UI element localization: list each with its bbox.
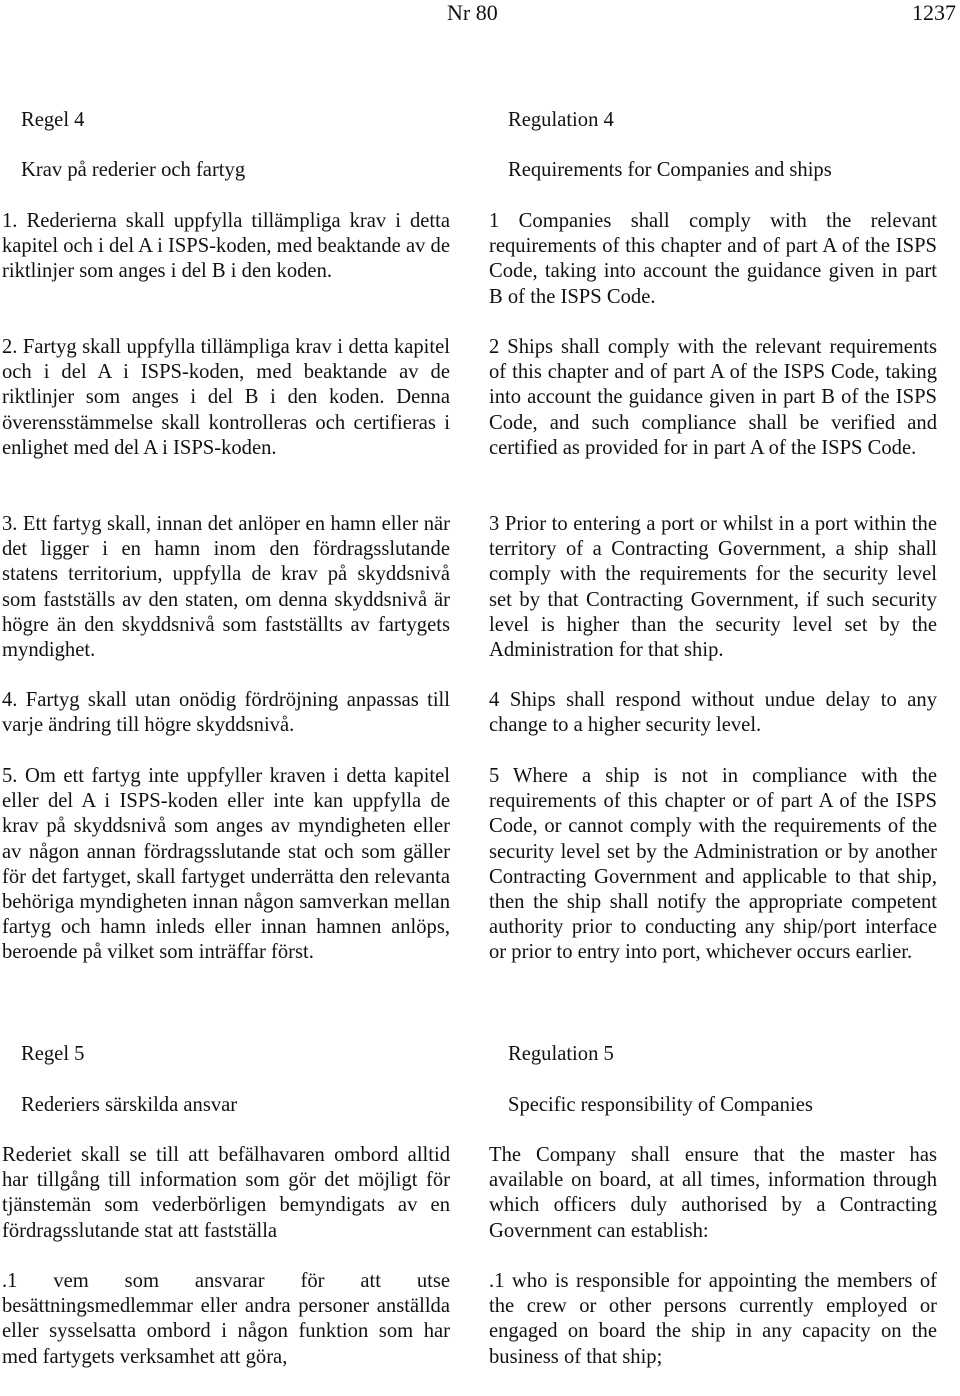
issue-number: Nr 80 bbox=[447, 0, 498, 25]
regulation-4-paragraph-4: 4. Fartyg skall utan onödig fördröjning anpassas till varje ändring till högre skyddsnivå. bbox=[2, 689, 450, 737]
regulation-4-paragraph-5: 5 Where a ship is not in compliance with the requirements of this chapter or of part A of the ISPS Code, or cannot comply with the requirements of the security level set by the Administration or by another Contracting Government and applicable to that ship, then the ship shall notify the appropriate competent authority prior to conducting any ship/port interface or prior to entry into port, whichever occurs earlier. bbox=[489, 765, 937, 964]
regulation-5-number: Regel 5 bbox=[21, 1043, 85, 1065]
regulation-4-paragraph-1: 1. Rederierna skall uppfylla tillämpliga krav i detta kapitel och i del A i ISPS-koden, med beaktande av de riktlinjer som anges i del B i den koden. bbox=[2, 210, 450, 283]
regulation-4-paragraph-1: 1 Companies shall comply with the relevant requirements of this chapter and of part A of the ISPS Code, taking into account the guidance given in part B of the ISPS Code. bbox=[489, 210, 937, 308]
regulation-4-paragraph-4: 4 Ships shall respond without undue delay to any change to a higher security level. bbox=[489, 689, 937, 737]
regulation-5-title: Rederiers särskilda ansvar bbox=[21, 1094, 238, 1116]
regulation-4-title: Krav på rederier och fartyg bbox=[21, 159, 246, 181]
regulation-5-paragraph-1: Rederiet skall se till att befälhavaren ombord alltid har tillgång till information som gör det möjligt för tjänstemän som vederbörligen bemyndigats av en fördragsslutande stat att fastställa bbox=[2, 1144, 450, 1242]
regulation-4-paragraph-3: 3. Ett fartyg skall, innan det anlöper en hamn eller när det ligger i en hamn inom den fördragsslutande statens territorium, uppfylla de krav på skyddsnivå som fastställs av den staten, om denna skyddsnivå är högre än den skyddsnivå som fastställts av fartygets myndighet. bbox=[2, 513, 450, 662]
page-header bbox=[0, 0, 960, 30]
regulation-4-title: Requirements for Companies and ships bbox=[508, 159, 832, 181]
regulation-5-paragraph-1: The Company shall ensure that the master has available on board, at all times, information through which officers duly authorised by a Contracting Government can establish: bbox=[489, 1144, 937, 1242]
regulation-5-number: Regulation 5 bbox=[508, 1043, 614, 1065]
regulation-5-paragraph-2: .1 who is responsible for appointing the members of the crew or other persons currently employed or engaged on board the ship in any capacity on the business of that ship; bbox=[489, 1270, 937, 1368]
regulation-5-paragraph-2: .1 vem som ansvarar för att utse besättningsmedlemmar eller andra personer anställda eller sysselsatta ombord i någon funktion som har med fartygets verksamhet att göra, bbox=[2, 1270, 450, 1368]
regulation-4-paragraph-2: 2 Ships shall comply with the relevant requirements of this chapter and of part A of the ISPS Code, taking into account the guidance given in part B of the ISPS Code, and such compliance shall be verified and certified as provided for in part A of the ISPS Code. bbox=[489, 336, 937, 459]
regulation-4-paragraph-5: 5. Om ett fartyg inte uppfyller kraven i detta kapitel eller del A i ISPS-koden eller inte kan uppfylla de krav på skyddsnivå som anges av myndigheten eller av någon annan fördragsslutande stat och som gäller för det fartyget, skall fartyget underrätta den relevanta behöriga myndigheten innan någon samverkan mellan fartyg och hamn inleds eller innan hamnen anlöps, beroende på vilket som inträffar först. bbox=[2, 765, 450, 964]
regulation-4-paragraph-2: 2. Fartyg skall uppfylla tillämpliga krav i detta kapitel och i del A i ISPS-koden, med beaktande av de riktlinjer som anges i del B i den koden. Denna överensstämmelse skall kontrolleras och certifieras i enlighet med del A i ISPS-koden. bbox=[2, 336, 450, 459]
regulation-4-number: Regulation 4 bbox=[508, 109, 614, 131]
regulation-4-number: Regel 4 bbox=[21, 109, 85, 131]
regulation-5-title: Specific responsibility of Companies bbox=[508, 1094, 813, 1116]
regulation-4-paragraph-3: 3 Prior to entering a port or whilst in a port within the territory of a Contracting Government, a ship shall comply with the requirements for the security level set by that Contracting Government, if such security level is higher than the security level set by the Administration for that ship. bbox=[489, 513, 937, 662]
page-number: 1237 bbox=[912, 0, 956, 25]
